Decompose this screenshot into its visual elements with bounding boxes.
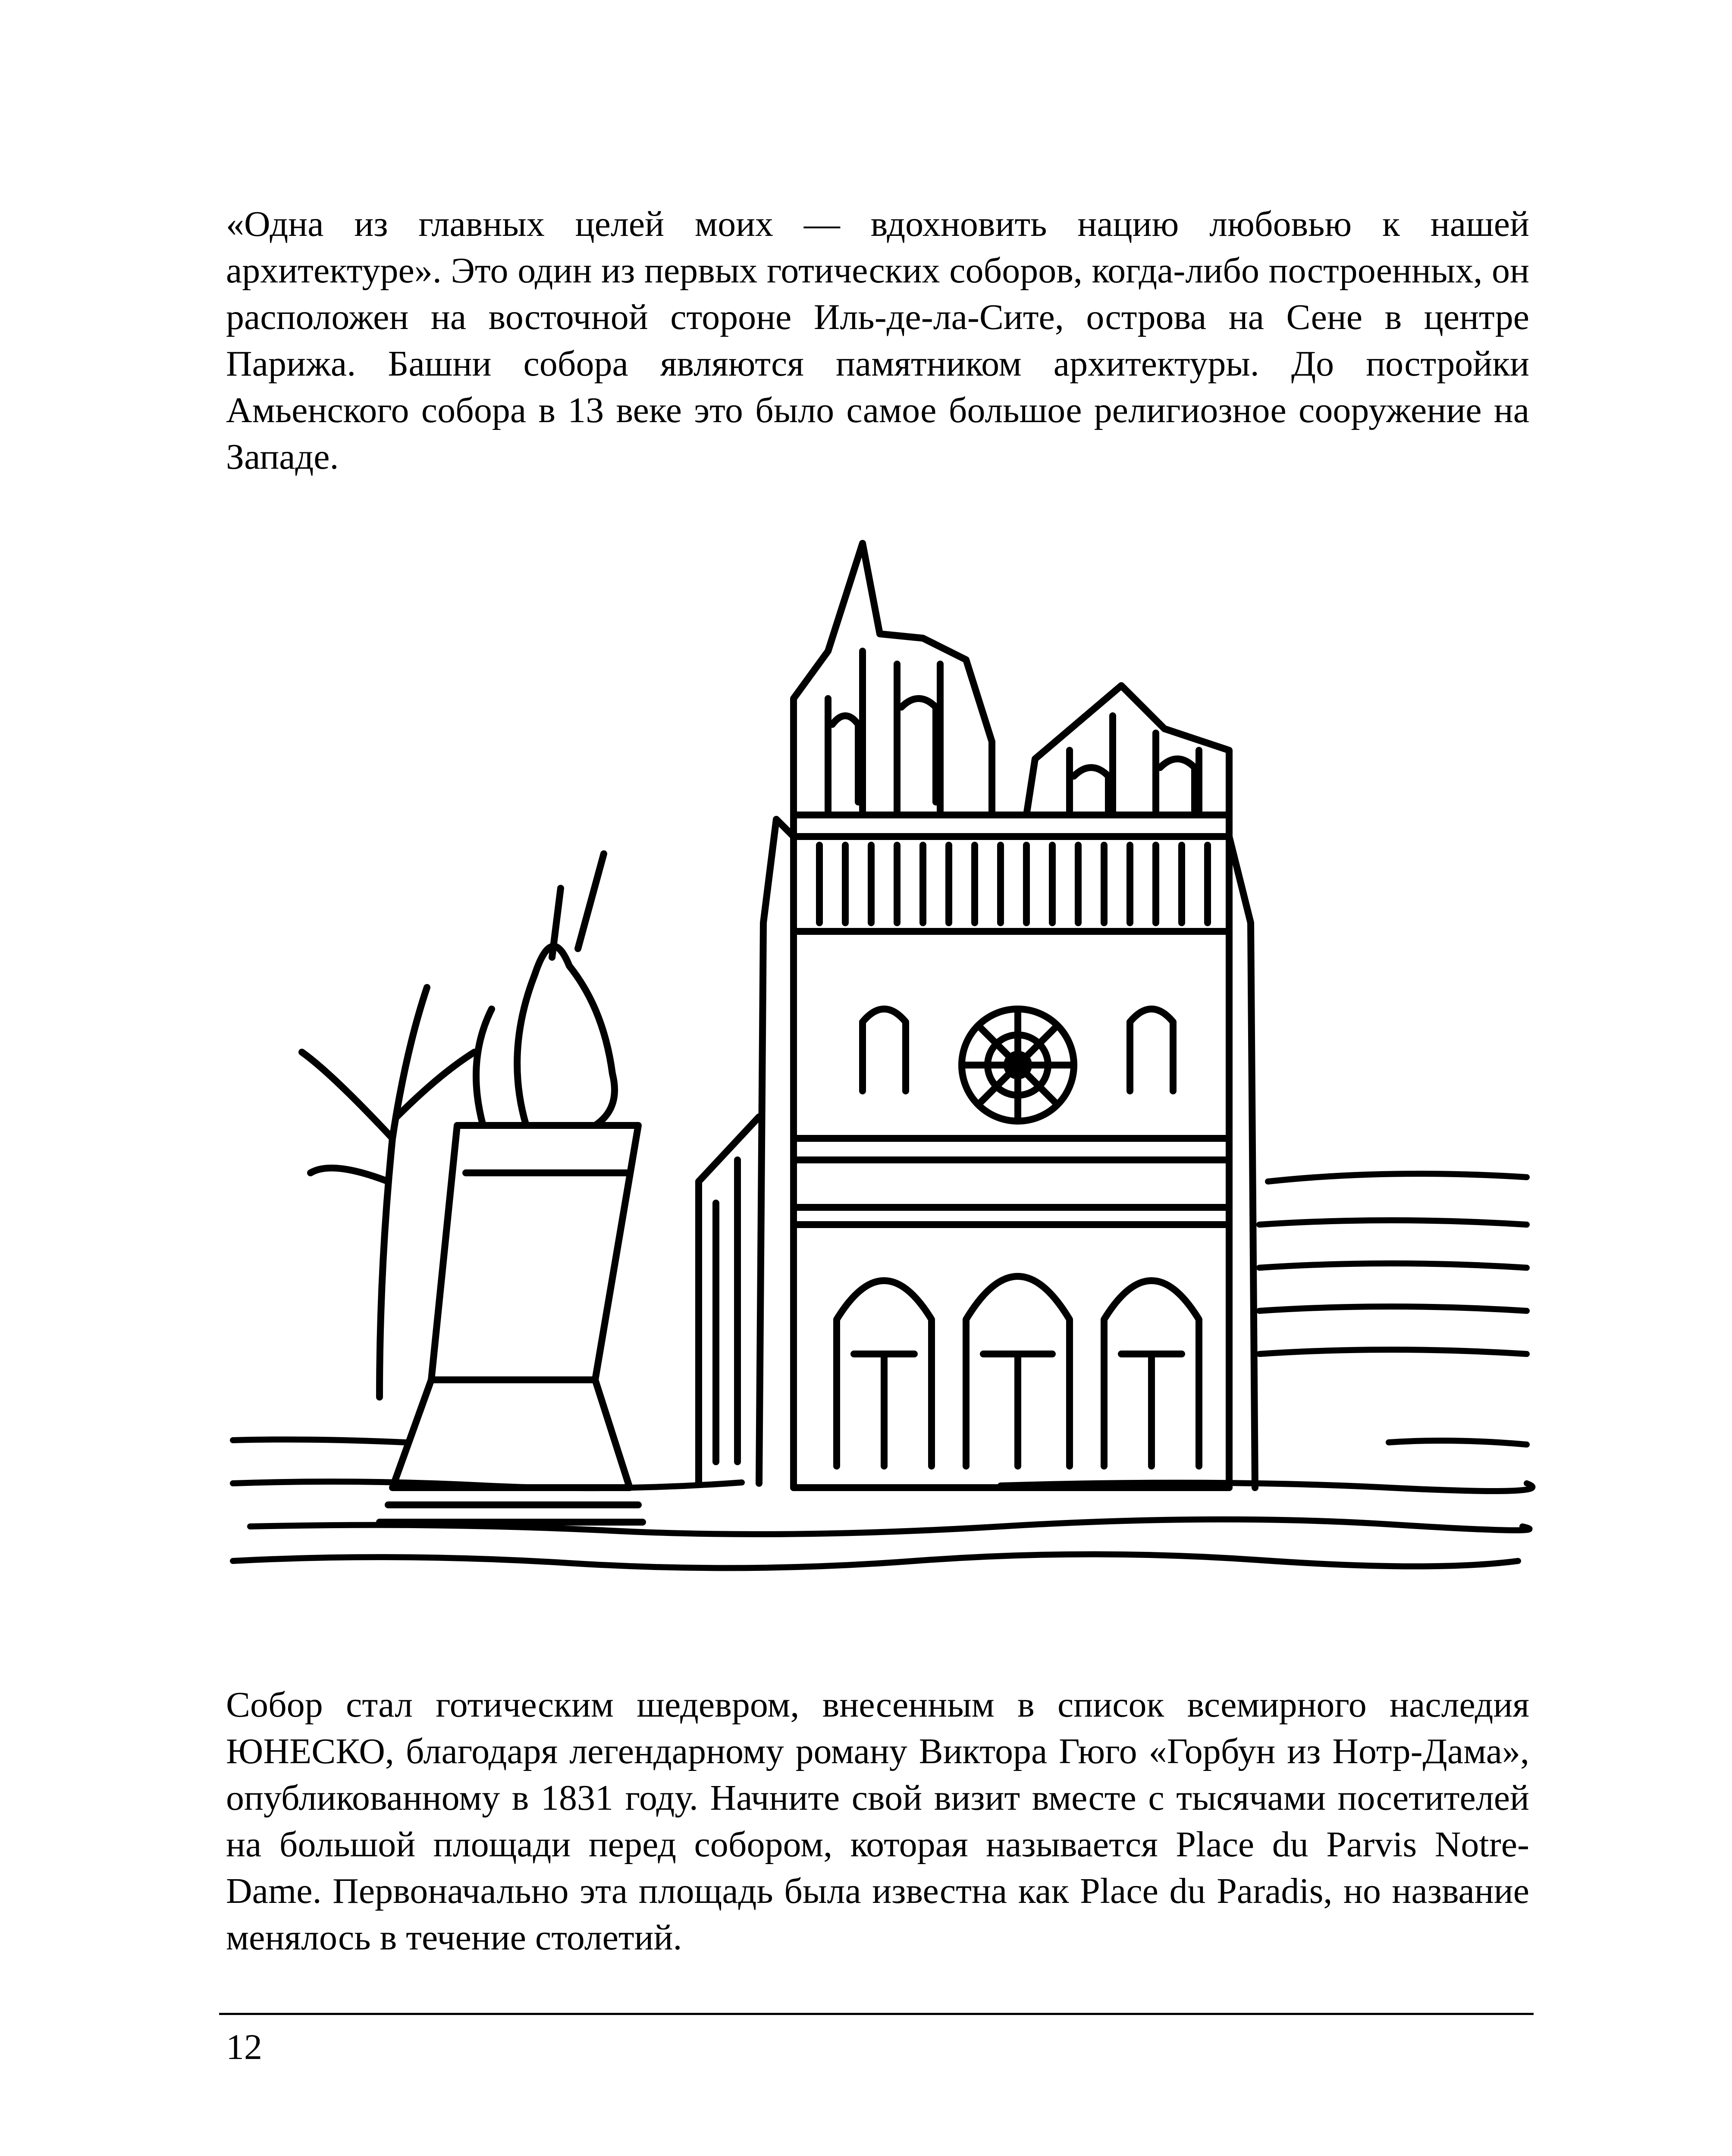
- paragraph-top: «Одна из главных целей моих — вдохновить нацию любовью к нашей архитектуре». Это один из первых готических соборов, когда-либо построенных, он расположен на восточной стороне Иль-де-ла-Сите, острова на Сене в центре Парижа. Башни собора являются памятником архитектуры. До постройки Амьенского собора в 13 веке это было самое большое религиозное сооружение на Западе.: [226, 204, 1529, 477]
- page-number: 12: [226, 2027, 262, 2067]
- paragraph-bottom: Собор стал готическим шедевром, внесенным в список всемирного наследия ЮНЕСКО, благодаря легендарному роману Виктора Гюго «Горбун из Нотр-Дама», опубликованному в 1831 году. Начните свой визит вместе с тысячами посетителей на большой площади перед собором, которая называется Place du Parvis Notre-Dame. Первоначально эта площадь была известна как Place du Paradis, но название менялось в течение столетий.: [226, 1685, 1529, 1958]
- footer-divider: [219, 2013, 1534, 2015]
- statue-drawing: [380, 854, 643, 1522]
- cathedral-drawing: [699, 543, 1255, 1488]
- cathedral-line-drawing-icon: [224, 535, 1544, 1587]
